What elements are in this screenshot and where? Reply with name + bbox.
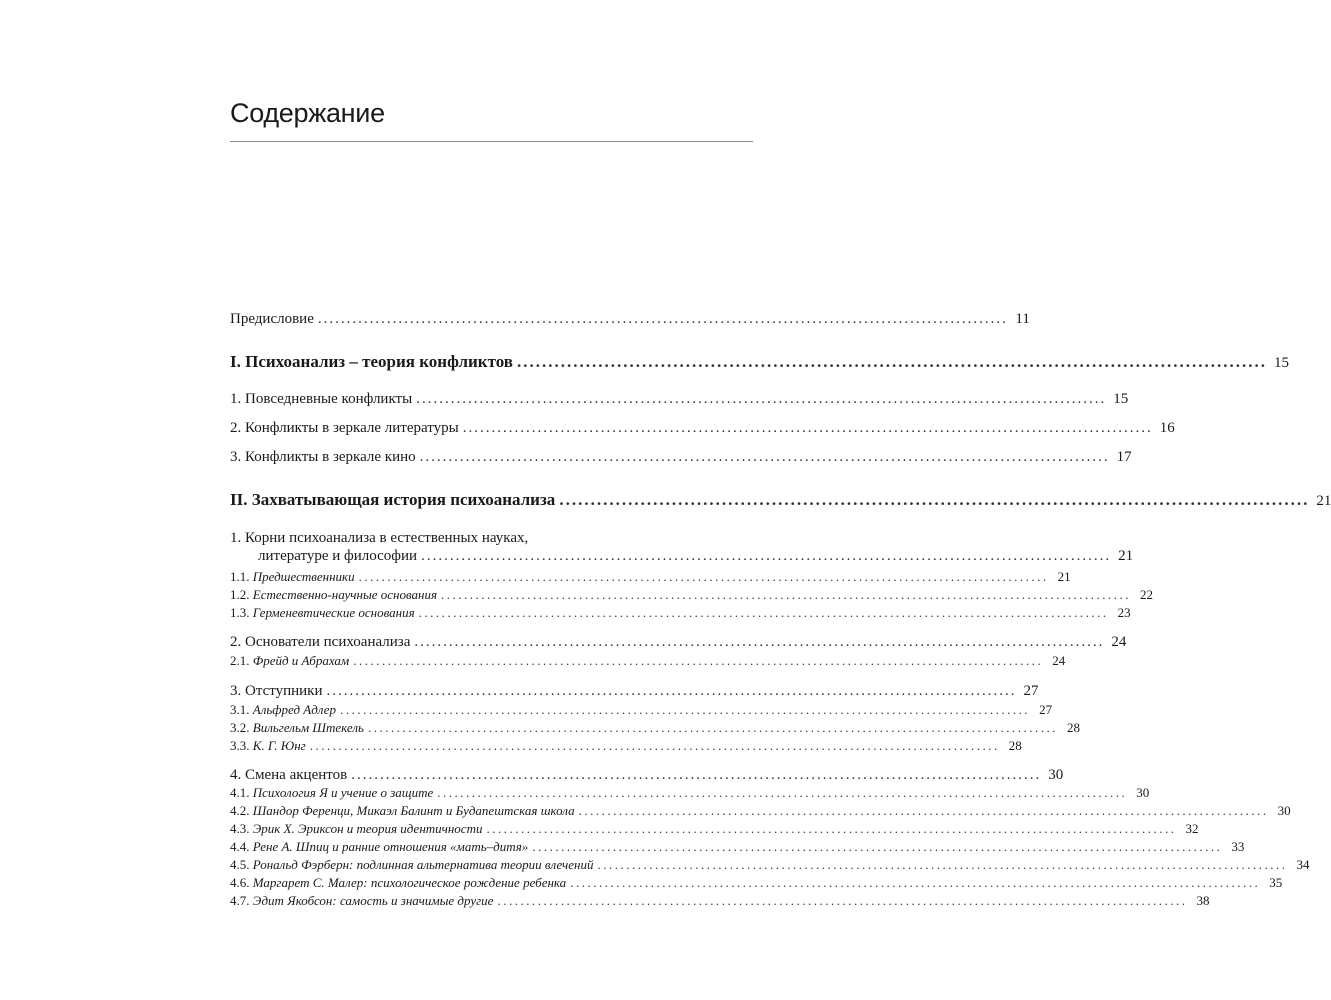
dot-leader: ........................................................................................................................	[441, 587, 1132, 602]
toc-sub-num: 4.4.	[230, 839, 250, 854]
toc-sub-page: 28	[1066, 720, 1080, 735]
dot-leader: ........................................................................................................................	[516, 352, 1267, 371]
toc-part-label: I. Психоанализ – теория конфликтов	[230, 352, 513, 371]
toc-entry-1-1[interactable]	[230, 390, 1129, 408]
toc-sub-page: 35	[1269, 875, 1283, 890]
toc-sub-2-1[interactable]	[230, 653, 1066, 669]
dot-leader: ........................................................................................................................	[462, 420, 1153, 436]
toc-sub-num: 4.3.	[230, 821, 250, 836]
toc-sub-4-3[interactable]	[230, 821, 1199, 837]
toc-chapter-2[interactable]	[230, 633, 1127, 651]
toc-sub-4-1[interactable]	[230, 785, 1150, 801]
toc-sub-label: Рональд Фэрберн: подлинная альтернатива теории влечений	[252, 857, 594, 872]
toc-entry-page: 17	[1116, 449, 1132, 465]
dot-leader: ........................................................................................................................	[597, 857, 1288, 872]
toc-sub-4-6[interactable]	[230, 875, 1283, 891]
toc-sub-label: Эдит Якобсон: самость и значимые другие	[252, 893, 494, 908]
toc-sub-page: 22	[1140, 587, 1154, 602]
toc-sub-label: Предшественники	[252, 569, 355, 584]
toc-entry-label: 4. Смена акцентов	[230, 767, 348, 783]
toc-sub-num: 3.3.	[230, 738, 250, 753]
toc-sub-num: 4.1.	[230, 785, 250, 800]
toc-entry-page: 21	[1118, 548, 1134, 564]
toc-sub-num: 4.7.	[230, 893, 250, 908]
toc-entry-label: 2. Основатели психоанализа	[230, 634, 411, 650]
dot-leader: ........................................................................................................................	[317, 311, 1008, 327]
toc-entry-1-2[interactable]	[230, 419, 1175, 437]
toc-entry-page: 27	[1023, 683, 1039, 699]
title-divider	[230, 141, 753, 142]
toc-sub-page: 21	[1057, 569, 1071, 584]
toc-sub-page: 38	[1196, 893, 1210, 908]
toc-sub-label: Вильгельм Штекель	[252, 720, 364, 735]
dot-leader: ........................................................................................................................	[353, 653, 1044, 668]
dot-leader: ........................................................................................................................	[358, 569, 1049, 584]
toc-sub-label: Шандор Ференци, Микаэл Балинт и Будапештская школа	[252, 803, 575, 818]
toc-entry-preface[interactable]	[230, 310, 1030, 328]
toc-sub-1-2[interactable]	[230, 587, 1154, 603]
toc-entry-page: 16	[1159, 420, 1175, 436]
toc-sub-num: 3.1.	[230, 702, 250, 717]
toc-sub-3-1[interactable]	[230, 702, 1053, 718]
toc-sub-label: К. Г. Юнг	[252, 738, 306, 753]
toc-sub-4-7[interactable]	[230, 893, 1210, 909]
toc-chapter-1-line1[interactable]: 1. Корни психоанализа в естественных науках,	[230, 530, 529, 546]
toc-sub-num: 4.2.	[230, 803, 250, 818]
dot-leader: ........................................................................................................................	[419, 449, 1110, 465]
toc-sub-num: 2.1.	[230, 653, 250, 668]
dot-leader: ........................................................................................................................	[309, 738, 1000, 753]
toc-entry-label: литературе и философии	[258, 548, 418, 564]
dot-leader: ........................................................................................................................	[340, 702, 1031, 717]
toc-sub-page: 34	[1296, 857, 1310, 872]
toc-sub-page: 30	[1277, 803, 1291, 818]
toc-chapter-1[interactable]	[258, 547, 1134, 565]
toc-entry-label: 3. Отступники	[230, 683, 323, 699]
toc-entry-page: 15	[1113, 391, 1129, 407]
toc-entry-page: 30	[1048, 767, 1064, 783]
toc-sub-label: Фрейд и Абрахам	[252, 653, 350, 668]
dot-leader: ........................................................................................................................	[367, 720, 1058, 735]
dot-leader: ........................................................................................................................	[326, 683, 1017, 699]
toc-sub-label: Естественно-научные основания	[252, 587, 438, 602]
dot-leader: ........................................................................................................................	[578, 803, 1269, 818]
toc-part-page: 15	[1273, 355, 1289, 371]
toc-sub-4-2[interactable]	[230, 803, 1291, 819]
dot-leader: ........................................................................................................................	[351, 767, 1042, 783]
toc-sub-4-5[interactable]	[230, 857, 1310, 873]
toc-sub-page: 24	[1052, 653, 1066, 668]
toc-sub-label: Психология Я и учение о защите	[252, 785, 434, 800]
toc-sub-num: 4.6.	[230, 875, 250, 890]
toc-sub-label: Эрик Х. Эриксон и теория идентичности	[252, 821, 483, 836]
toc-sub-page: 33	[1231, 839, 1245, 854]
dot-leader: ........................................................................................................................	[570, 875, 1261, 890]
dot-leader: ........................................................................................................................	[497, 893, 1188, 908]
page-title: Содержание	[230, 98, 385, 128]
toc-sub-num: 1.1.	[230, 569, 250, 584]
toc-entry-label: 1. Повседневные конфликты	[230, 391, 413, 407]
toc-part-label: II. Захватывающая история психоанализа	[230, 490, 556, 509]
dot-leader: ........................................................................................................................	[416, 391, 1107, 407]
toc-chapter-4[interactable]	[230, 766, 1064, 784]
toc-sub-3-2[interactable]	[230, 720, 1080, 736]
toc-sub-1-1[interactable]	[230, 569, 1071, 585]
dot-leader: ........................................................................................................................	[532, 839, 1223, 854]
dot-leader: ........................................................................................................................	[421, 548, 1112, 564]
toc-sub-4-4[interactable]	[230, 839, 1245, 855]
dot-leader: ........................................................................................................................	[559, 490, 1310, 509]
toc-sub-num: 1.3.	[230, 605, 250, 620]
toc-entry-label: 3. Конфликты в зеркале кино	[230, 449, 416, 465]
toc-entry-page: 24	[1111, 634, 1127, 650]
toc-sub-page: 27	[1039, 702, 1053, 717]
toc-sub-page: 32	[1185, 821, 1199, 836]
toc-sub-num: 1.2.	[230, 587, 250, 602]
toc-sub-1-3[interactable]	[230, 605, 1131, 621]
toc-part-1[interactable]	[230, 352, 1289, 372]
toc-sub-page: 23	[1117, 605, 1131, 620]
toc-sub-label: Рене А. Шпиц и ранние отношения «мать–дитя»	[252, 839, 529, 854]
toc-part-page: 21	[1316, 493, 1331, 509]
toc-entry-1-3[interactable]	[230, 448, 1132, 466]
dot-leader: ........................................................................................................................	[418, 605, 1109, 620]
toc-sub-page: 28	[1008, 738, 1022, 753]
toc-sub-label: Маргарет С. Малер: психологическое рождение ребенка	[252, 875, 567, 890]
toc-entry-label: 2. Конфликты в зеркале литературы	[230, 420, 459, 436]
dot-leader: ........................................................................................................................	[437, 785, 1128, 800]
toc-entry-label: Предисловие	[230, 311, 314, 327]
toc-entry-page: 11	[1015, 311, 1030, 327]
toc-sub-num: 4.5.	[230, 857, 250, 872]
toc-sub-page: 30	[1136, 785, 1150, 800]
toc-sub-3-3[interactable]	[230, 738, 1022, 754]
toc-chapter-3[interactable]	[230, 682, 1039, 700]
dot-leader: ........................................................................................................................	[486, 821, 1177, 836]
toc-sub-num: 3.2.	[230, 720, 250, 735]
toc-part-2[interactable]	[230, 490, 1331, 510]
toc-sub-label: Альфред Адлер	[252, 702, 337, 717]
toc-sub-label: Герменевтические основания	[252, 605, 415, 620]
dot-leader: ........................................................................................................................	[414, 634, 1105, 650]
